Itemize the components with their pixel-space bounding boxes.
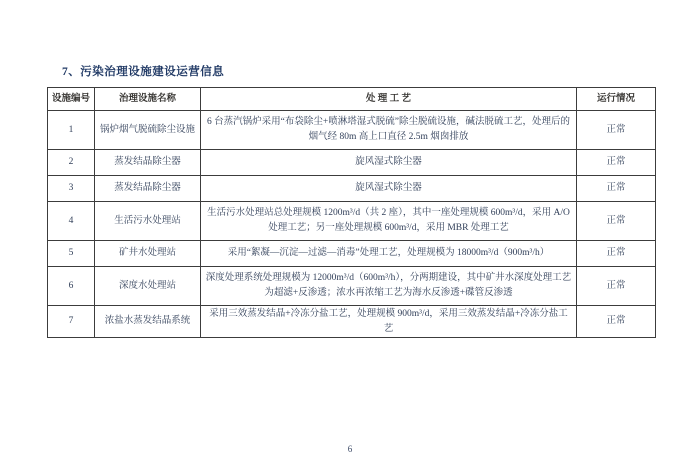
cell-process: 生活污水处理站总处理规模 1200m³/d（共 2 座），其中一座处理规模 600m³/d，采用 A/O 处理工艺；另一座处理规模 600m³/d，采用 MBR 处理工艺: [201, 202, 577, 241]
cell-facility-no: 4: [48, 202, 95, 241]
pollution-facility-table: [47, 87, 656, 338]
cell-facility-no: 3: [48, 176, 95, 202]
cell-process: 旋风湿式除尘器: [201, 176, 577, 202]
cell-process: 采用“絮凝—沉淀—过滤—消毒”处理工艺，处理规模为 18000m³/d（900m³/h）: [201, 241, 577, 267]
cell-facility-name: 蒸发结晶除尘器: [95, 176, 201, 202]
cell-facility-name: 蒸发结晶除尘器: [95, 150, 201, 176]
header-facility-name: 治理设施名称: [95, 88, 201, 111]
cell-status: 正常: [577, 176, 656, 202]
table-row: [48, 306, 656, 338]
cell-facility-name: 浓盐水蒸发结晶系统: [95, 306, 201, 338]
table-header-row: [48, 88, 656, 111]
table-row: [48, 150, 656, 176]
table-row: [48, 111, 656, 150]
cell-facility-name: 矿井水处理站: [95, 241, 201, 267]
cell-process: 旋风湿式除尘器: [201, 150, 577, 176]
table-row: [48, 241, 656, 267]
page-number: 6: [347, 444, 353, 454]
cell-status: 正常: [577, 267, 656, 306]
cell-facility-name: 锅炉烟气脱硫除尘设施: [95, 111, 201, 150]
table-row: [48, 267, 656, 306]
cell-process: 深度处理系统处理规模为 12000m³/d（600m³/h），分两期建设，其中矿井水深度处理工艺为超滤+反渗透；浓水再浓缩工艺为海水反渗透+碟管反渗透: [201, 267, 577, 306]
header-process: 处 理 工 艺: [201, 88, 577, 111]
cell-facility-name: 深度水处理站: [95, 267, 201, 306]
cell-facility-no: 2: [48, 150, 95, 176]
cell-process: 6 台蒸汽锅炉采用“布袋除尘+喷淋塔湿式脱硫”除尘脱硫设施，碱法脱硫工艺，处理后的烟气经 80m 高上口直径 2.5m 烟囱排放: [201, 111, 577, 150]
cell-process: 采用三效蒸发结晶+冷冻分盐工艺，处理规模 900m³/d，采用三效蒸发结晶+冷冻分盐工艺: [201, 306, 577, 338]
header-facility-no: 设施编号: [48, 88, 95, 111]
cell-status: 正常: [577, 150, 656, 176]
section-title: 7、污染治理设施建设运营信息: [62, 66, 225, 78]
cell-facility-no: 5: [48, 241, 95, 267]
cell-facility-no: 6: [48, 267, 95, 306]
header-status: 运行情况: [577, 88, 656, 111]
cell-status: 正常: [577, 241, 656, 267]
cell-status: 正常: [577, 306, 656, 338]
cell-status: 正常: [577, 111, 656, 150]
table-row: [48, 176, 656, 202]
table-row: [48, 202, 656, 241]
cell-status: 正常: [577, 202, 656, 241]
cell-facility-no: 1: [48, 111, 95, 150]
cell-facility-name: 生活污水处理站: [95, 202, 201, 241]
cell-facility-no: 7: [48, 306, 95, 338]
